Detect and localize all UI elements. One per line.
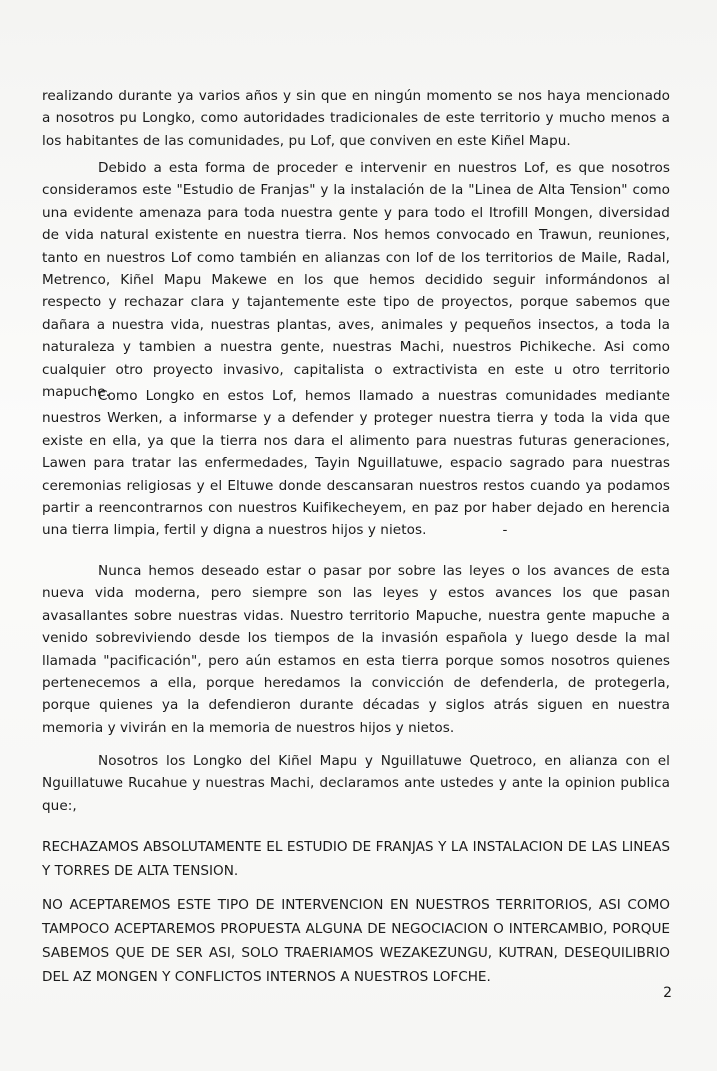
paragraph-1: realizando durante ya varios años y sin que en ningún momento se nos haya mencionado a nosotros pu Longko, como autoridades tradicionales de este territorio y mucho menos a los habitantes de las comunidades, pu Lof, que conviven en este Kiñel Mapu. <box>42 88 670 149</box>
paragraph-3 <box>42 385 670 542</box>
page-number: 2 <box>663 985 672 1001</box>
paragraph-5: Nosotros los Longko del Kiñel Mapu y Nguillatuwe Quetroco, en alianza con el Nguillatuwe Rucahue y nuestras Machi, declaramos ante ustedes y ante la opinion publica que:, <box>42 753 670 814</box>
paragraph-3-text: Como Longko en estos Lof, hemos llamado a nuestras comunidades mediante nuestros Werken, a informarse y a defender y proteger nuestra tierra y toda la vida que existe en ella, ya que la tierra nos dara el alimento para nuestras futuras generaciones, Lawen para tratar las enfermedades, Tayin Nguillatuwe, espacio sagrado para nuestras ceremonias religiosas y el Eltuwe donde descansaran nuestros restos cuando ya podamos partir a reencontrarnos con nuestros Kuifikecheyem, en paz por haber dejado en herencia una tierra limpia, fertil y digna a nuestros hijos y nietos. <box>42 388 670 539</box>
declaration-1: RECHAZAMOS ABSOLUTAMENTE EL ESTUDIO DE FRANJAS Y LA INSTALACION DE LAS LINEAS Y TORRES DE ALTA TENSION. <box>42 839 670 879</box>
declaration-2: NO ACEPTAREMOS ESTE TIPO DE INTERVENCION EN NUESTROS TERRITORIOS, ASI COMO TAMPOCO ACEPTAREMOS PROPUESTA ALGUNA DE NEGOCIACION O INTERCAMBIO, PORQUE SABEMOS QUE DE SER ASI, SOLO TRAERIAMOS WEZAKEZUNGU, KUTRAN, DESEQUILIBRIO DEL AZ MONGEN Y CONFLICTOS INTERNOS A NUESTROS LOFCHE. <box>42 897 670 985</box>
dash-mark: - <box>502 522 508 539</box>
paragraph-4: Nunca hemos deseado estar o pasar por sobre las leyes o los avances de esta nueva vida moderna, pero siempre son las leyes y estos avances los que pasan avasallantes sobre nuestras vidas. Nuestro territorio Mapuche, nuestra gente mapuche a venido sobreviviendo desde los tiempos de la invasión española y luego desde la mal llamada "pacificación", pero aún estamos en esta tierra porque somos nosotros quienes pertenecemos a ella, porque heredamos la convicción de defenderla, de protegerla, porque quienes ya la defendieron durante décadas y siglos atrás siguen en nuestra memoria y vivirán en la memoria de nuestros hijos y nietos. <box>42 563 670 736</box>
paragraph-2: Debido a esta forma de proceder e intervenir en nuestros Lof, es que nosotros consideramos este "Estudio de Franjas" y la instalación de la "Linea de Alta Tension" como una evidente amenaza para toda nuestra gente y para todo el Itrofill Mongen, diversidad de vida natural existente en nuestra tierra. Nos hemos convocado en Trawun, reuniones, tanto en nuestros Lof como también en alianzas con lof de los territorios de Maile, Radal, Metrenco, Kiñel Mapu Makewe en los que hemos decidido seguir informándonos al respecto y rechazar clara y tajantemente este tipo de proyectos, porque sabemos que dañara a nuestra vida, nuestras plantas, aves, animales y pequeños insectos, a toda la naturaleza y tambien a nuestra gente, nuestras Machi, nuestros Pichikeche. Asi como cualquier otro proyecto invasivo, capitalista o extractivista en este u otro territorio mapuche. <box>42 160 670 401</box>
